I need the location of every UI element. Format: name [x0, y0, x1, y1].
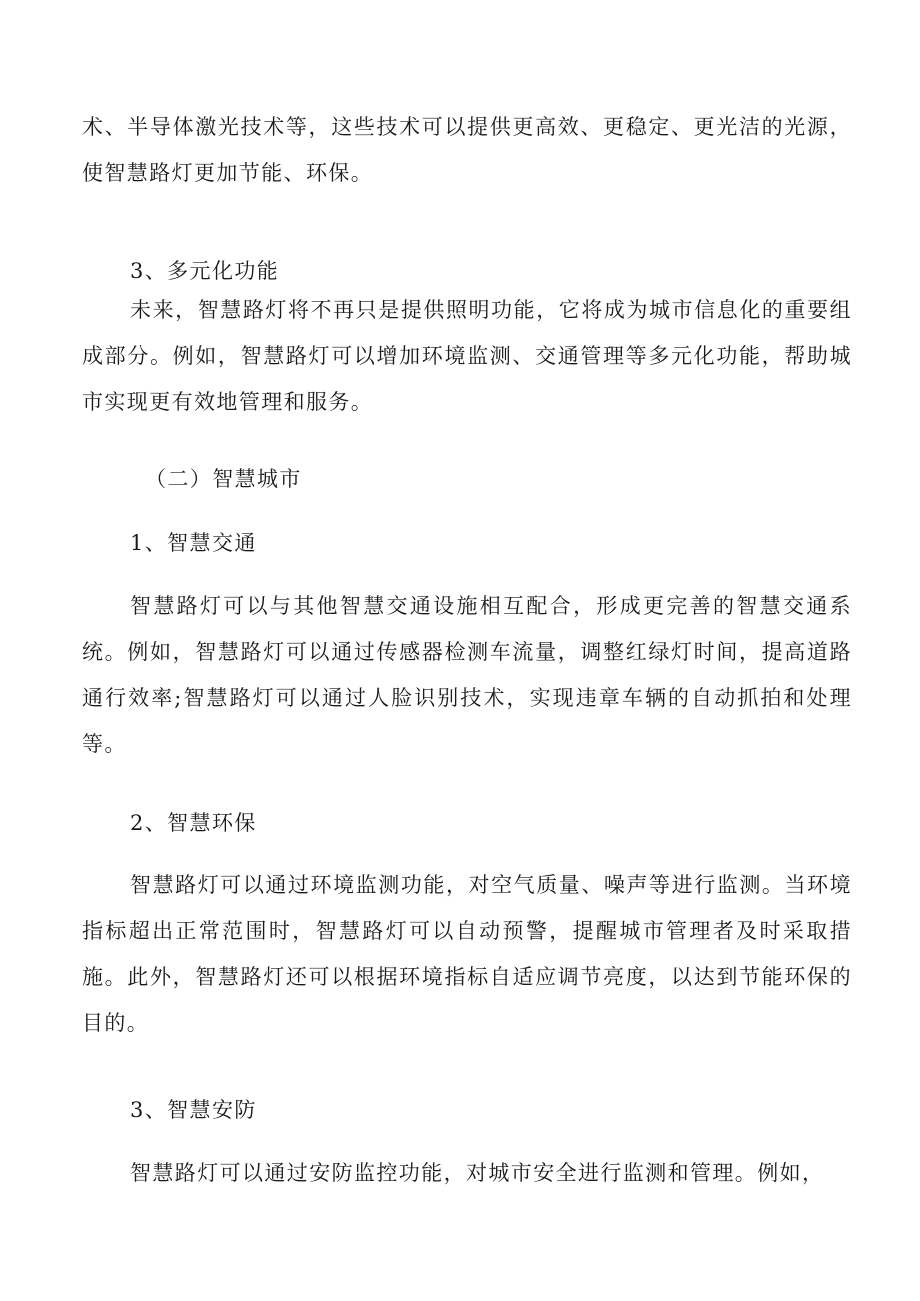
paragraph-multifunction: 未来，智慧路灯将不再只是提供照明功能，它将成为城市信息化的重要组成部分。例如，智慧路灯可以增加环境监测、交通管理等多元化功能，帮助城市实现更有效地管理和服务。 — [82, 298, 852, 414]
heading-smart-city: （二）智慧城市 — [145, 467, 302, 491]
paragraph-light-source-continuation: 术、半导体激光技术等，这些技术可以提供更高效、更稳定、更光洁的光源，使智慧路灯更加节能、环保。 — [82, 115, 852, 185]
heading-smart-environment: 2、智慧环保 — [130, 811, 257, 835]
paragraph-smart-environment: 智慧路灯可以通过环境监测功能，对空气质量、噪声等进行监测。当环境指标超出正常范围时，智慧路灯可以自动预警，提醒城市管理者及时采取措施。此外，智慧路灯还可以根据环境指标自适应调节亮度，以达到节能环保的目的。 — [82, 873, 852, 1035]
paragraph-smart-traffic: 智慧路灯可以与其他智慧交通设施相互配合，形成更完善的智慧交通系统。例如，智慧路灯可以通过传感器检测车流量，调整红绿灯时间，提高道路通行效率;智慧路灯可以通过人脸识别技术，实现违章车辆的自动抓拍和处理等。 — [82, 594, 852, 756]
paragraph-smart-security: 智慧路灯可以通过安防监控功能，对城市安全进行监测和管理。例如， — [130, 1161, 825, 1185]
heading-multifunction: 3、多元化功能 — [130, 259, 280, 283]
heading-smart-security: 3、智慧安防 — [130, 1098, 257, 1122]
heading-smart-traffic: 1、智慧交通 — [130, 531, 257, 555]
